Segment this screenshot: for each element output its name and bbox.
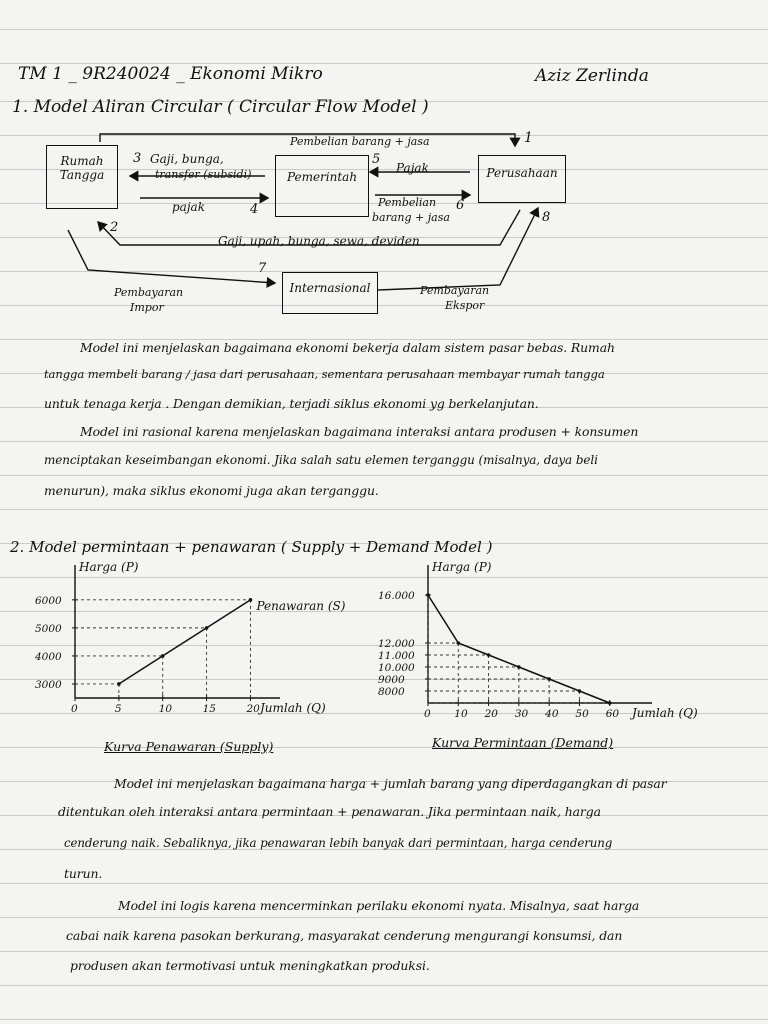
demand-x-tick-label: 60 xyxy=(605,708,620,720)
label-pembelian-6: Pembelian xyxy=(378,196,437,209)
supply-x-tick-label: 5 xyxy=(114,703,122,715)
s2-paragraph-line-5: Model ini logis karena mencerminkan perilaku ekonomi nyata. Misalnya, saat harga xyxy=(118,898,640,913)
label-ekspor-1: Pembayaran xyxy=(420,284,490,297)
rumah-tangga-line2: Tangga xyxy=(59,168,105,182)
label-num-8: 8 xyxy=(542,210,551,225)
label-num-2: 2 xyxy=(110,220,119,235)
header-course: TM 1 _ 9R240024 _ Ekonomi Mikro xyxy=(18,64,323,84)
demand-point xyxy=(426,593,430,597)
demand-x-tick-label: 10 xyxy=(454,708,468,720)
demand-x-tick-label: 30 xyxy=(514,708,529,720)
label-num-4: 4 xyxy=(250,202,259,217)
demand-point xyxy=(487,653,491,657)
supply-y-tick-label: 5000 xyxy=(35,622,62,635)
demand-y-tick-label: 9000 xyxy=(378,674,405,686)
label-num-6: 6 xyxy=(456,198,465,213)
label-pajak-5: Pajak xyxy=(396,161,429,175)
demand-ylabel: Harga (P) xyxy=(432,560,492,574)
demand-y-tick-label: 16.000 xyxy=(378,590,415,602)
demand-point xyxy=(456,641,460,645)
label-num-3: 3 xyxy=(133,151,142,166)
label-num-5: 5 xyxy=(372,152,381,167)
label-impor-1: Pembayaran xyxy=(114,286,184,299)
demand-x-tick-label: 20 xyxy=(484,708,498,720)
demand-y-tick-label: 11.000 xyxy=(378,650,415,662)
s1-paragraph-line-4: Model ini rasional karena menjelaskan bagaimana interaksi antara produsen + konsumen xyxy=(80,424,639,439)
pemerintah-label: Pemerintah xyxy=(286,170,358,184)
demand-y-tick-label: 10.000 xyxy=(378,662,415,674)
demand-point xyxy=(547,677,551,681)
section2-title: 2. Model permintaan + penawaran ( Supply + Demand Model ) xyxy=(10,538,493,556)
s2-paragraph-line-3: cenderung naik. Sebaliknya, jika penawaran lebih banyak dari permintaan, harga cenderung xyxy=(64,836,613,850)
supply-y-tick-label: 4000 xyxy=(35,650,62,663)
s1-paragraph-line-2: tangga membeli barang / jasa dari perusahaan, sementara perusahaan membayar rumah tangga xyxy=(44,367,605,381)
s2-paragraph-line-2: ditentukan oleh interaksi antara permintaan + penawaran. Jika permintaan naik, harga xyxy=(58,804,601,819)
label-gaji-upah: Gaji, upah, bunga, sewa, deviden xyxy=(218,234,420,248)
label-transfer-subsidi: transfer (subsidi) xyxy=(155,168,252,181)
label-num-1: 1 xyxy=(524,130,533,146)
demand-point xyxy=(517,665,521,669)
label-pajak-4: pajak xyxy=(172,200,205,214)
label-num-7: 7 xyxy=(258,261,267,276)
s1-paragraph-line-3: untuk tenaga kerja . Dengan demikian, terjadi siklus ekonomi yg berkelanjutan. xyxy=(44,396,539,411)
demand-point xyxy=(608,701,612,705)
demand-y-tick-label: 12.000 xyxy=(378,638,415,650)
supply-ylabel: Harga (P) xyxy=(79,560,139,574)
s2-paragraph-line-4: turun. xyxy=(64,866,103,881)
s1-paragraph-line-1: Model ini menjelaskan bagaimana ekonomi bekerja dalam sistem pasar bebas. Rumah xyxy=(80,340,615,355)
header-name: Aziz Zerlinda xyxy=(535,66,649,86)
supply-y-tick-label: 6000 xyxy=(35,594,62,607)
supply-x-tick-label: 15 xyxy=(202,703,216,715)
demand-chart-title: Kurva Permintaan (Demand) xyxy=(432,735,614,750)
s2-paragraph-line-6: cabai naik karena pasokan berkurang, masyarakat cenderung mengurangi konsumsi, dan xyxy=(66,928,623,943)
supply-series-label: Penawaran (S) xyxy=(256,598,346,613)
supply-x-tick-label: 0 xyxy=(71,703,78,715)
supply-y-tick-label: 3000 xyxy=(35,678,62,691)
label-impor-2: Impor xyxy=(130,301,164,314)
demand-x-tick-label: 0 xyxy=(424,708,431,720)
supply-xlabel: Jumlah (Q) xyxy=(260,701,326,715)
s1-paragraph-line-6: menurun), maka siklus ekonomi juga akan terganggu. xyxy=(44,483,379,498)
demand-y-tick-label: 8000 xyxy=(378,686,405,698)
s1-paragraph-line-5: menciptakan keseimbangan ekonomi. Jika salah satu elemen terganggu (misalnya, daya beli xyxy=(44,453,598,467)
s2-paragraph-line-7: produsen akan termotivasi untuk meningkatkan produksi. xyxy=(70,958,430,973)
demand-x-tick-label: 50 xyxy=(575,708,589,720)
supply-chart-title: Kurva Penawaran (Supply) xyxy=(104,739,274,754)
demand-xlabel: Jumlah (Q) xyxy=(632,706,698,720)
rumah-tangga-line1: Rumah xyxy=(60,154,104,168)
perusahaan-label: Perusahaan xyxy=(486,166,558,180)
supply-x-tick-label: 20 xyxy=(246,703,260,715)
label-pembelian-barang: Pembelian barang + jasa xyxy=(290,135,430,148)
demand-x-tick-label: 40 xyxy=(545,708,559,720)
internasional-label: Internasional xyxy=(289,281,371,295)
section1-title: 1. Model Aliran Circular ( Circular Flow Model ) xyxy=(12,97,429,117)
label-gaji-bunga: Gaji, bunga, xyxy=(150,152,224,166)
label-ekspor-2: Ekspor xyxy=(445,299,485,312)
demand-point xyxy=(578,689,582,693)
label-barang-jasa-6: barang + jasa xyxy=(372,211,450,224)
s2-paragraph-line-1: Model ini menjelaskan bagaimana harga + jumlah barang yang diperdagangkan di pasar xyxy=(114,776,667,791)
supply-x-tick-label: 10 xyxy=(158,703,173,715)
